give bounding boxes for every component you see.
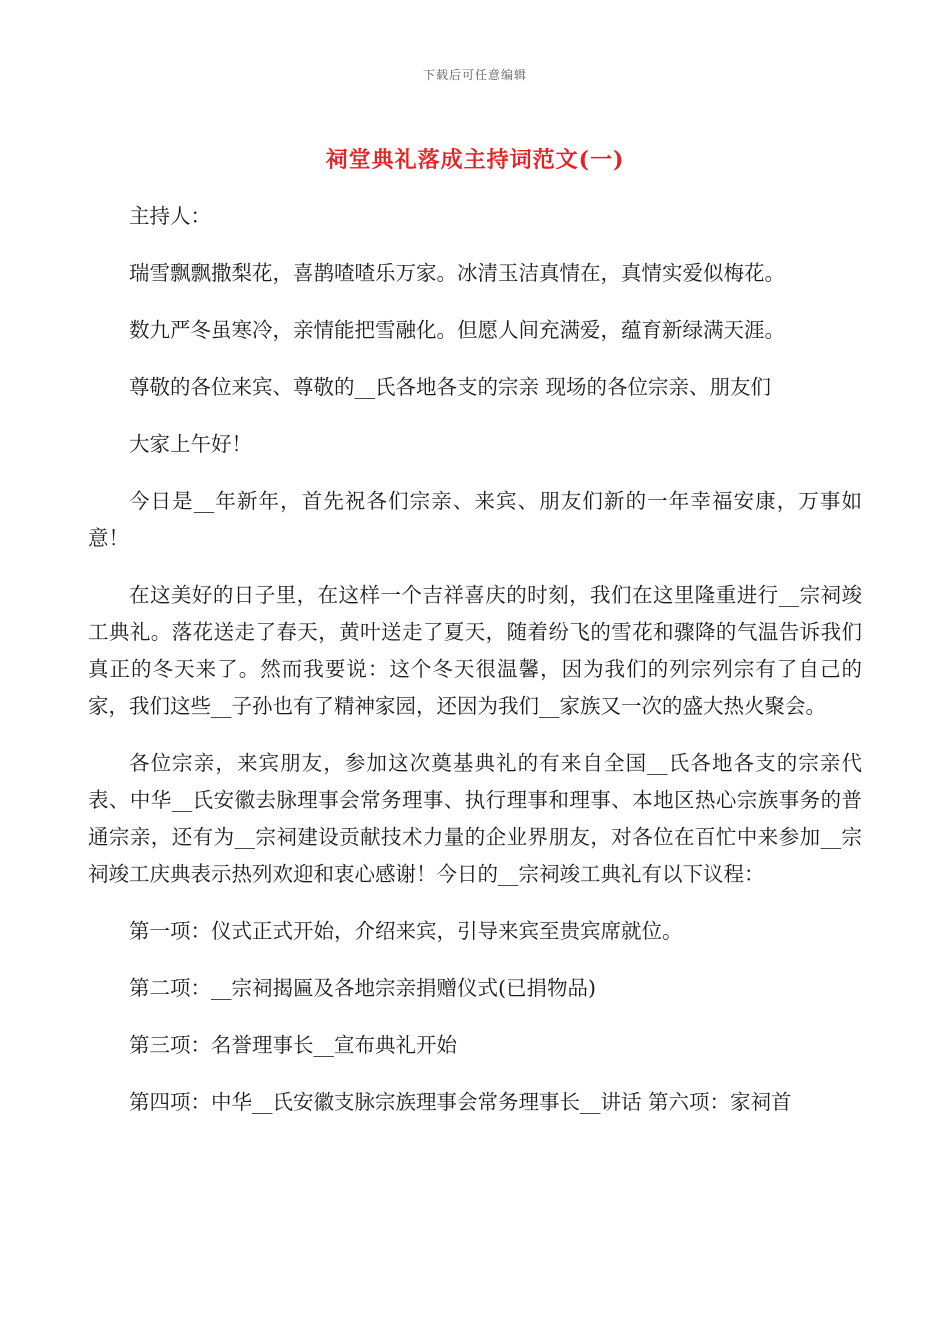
paragraph-host: 主持人： bbox=[129, 204, 211, 228]
paragraph-agenda-item-1: 第一项：仪式正式开始，介绍来宾，引导来宾至贵宾席就位。 bbox=[129, 919, 683, 943]
paragraph-poem-line-2: 数九严冬虽寒冷，亲情能把雪融化。但愿人间充满爱，蕴育新绿满天涯。 bbox=[129, 318, 785, 342]
paragraph-agenda-item-4: 第四项：中华__氏安徽支脉宗族理事会常务理事长__讲话 第六项：家祠首 bbox=[129, 1090, 792, 1114]
page-title: 祠堂典礼落成主持词范文(一) bbox=[325, 147, 625, 173]
paragraph-poem-line-1: 瑞雪飘飘撒梨花，喜鹊喳喳乐万家。冰清玉洁真情在，真情实爱似梅花。 bbox=[129, 261, 785, 285]
header-note: 下载后可任意编辑 bbox=[422, 68, 527, 82]
paragraph-good-morning: 大家上午好！ bbox=[129, 432, 252, 456]
paragraph-ceremony: 在这美好的日子里，在这样一个吉祥喜庆的时刻，我们在这里隆重进行__宗祠竣工典礼。落花送走了春天，黄叶送走了夏天，随着纷飞的雪花和骤降的气温告诉我们真正的冬天来了。然而我要说：这个冬天很温馨，因为我们的列宗列宗有了自己的家，我们这些__子孙也有了精神家园，还因为我们__家族又一次的盛大热火聚会。 bbox=[88, 583, 862, 718]
paragraph-agenda-item-3: 第三项：名誉理事长__宣布典礼开始 bbox=[129, 1033, 457, 1057]
paragraph-welcome: 各位宗亲，来宾朋友，参加这次奠基典礼的有来自全国__氏各地各支的宗亲代表、中华__氏安徽去脉理事会常务理事、执行理事和理事、本地区热心宗族事务的普通宗亲，还有为__宗祠建设贡献技术力量的企业界朋友，对各位在百忙中来参加__宗祠竣工庆典表示热列欢迎和衷心感谢！今日的__宗祠竣工典礼有以下议程： bbox=[88, 751, 862, 886]
document-body bbox=[88, 198, 862, 1141]
paragraph-new-year: 今日是__年新年，首先祝各们宗亲、来宾、朋友们新的一年幸福安康，万事如意！ bbox=[88, 489, 862, 550]
paragraph-greeting: 尊敬的各位来宾、尊敬的__氏各地各支的宗亲 现场的各位宗亲、朋友们 bbox=[129, 375, 772, 399]
paragraph-agenda-item-2: 第二项：__宗祠揭匾及各地宗亲捐赠仪式(已捐物品) bbox=[129, 976, 596, 1000]
